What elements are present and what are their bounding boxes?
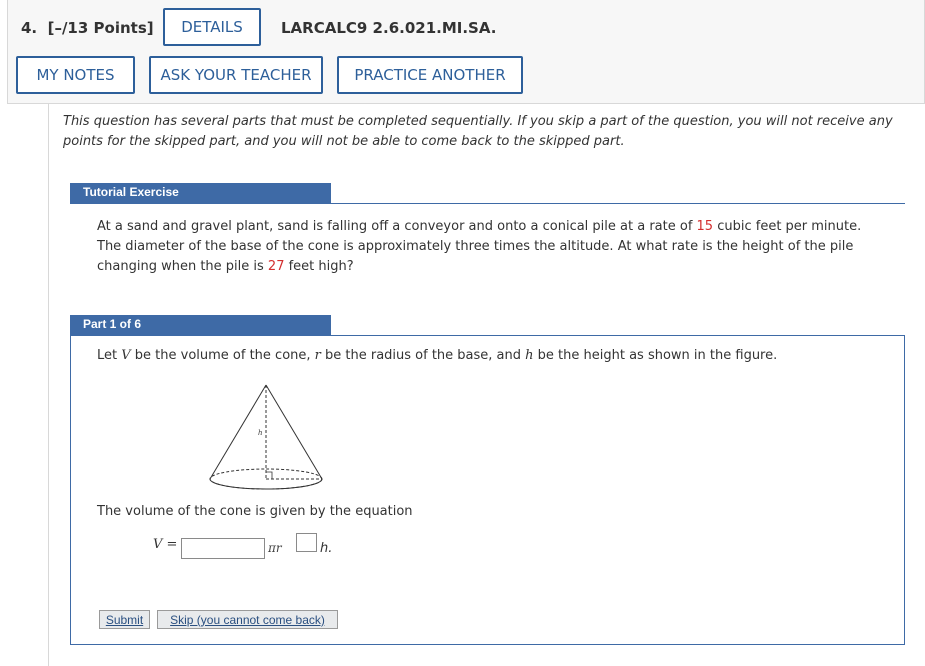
question-number: 4. [–/13 Points] <box>21 19 154 37</box>
question-header <box>7 0 925 104</box>
equation-h-term: h. <box>320 541 333 556</box>
my-notes-button[interactable]: MY NOTES <box>16 56 135 94</box>
part-box <box>70 335 905 645</box>
answer-input-coefficient[interactable] <box>181 538 265 559</box>
tutorial-rule <box>70 203 905 204</box>
question-code: LARCALC9 2.6.021.MI.SA. <box>281 19 497 37</box>
ask-teacher-button[interactable]: ASK YOUR TEACHER <box>149 56 323 94</box>
instructions-text: This question has several parts that must be completed sequentially. If you skip a part of the question, you will not receive any points for the skipped part, and you will not be able to come back to the skipped part. <box>63 114 893 149</box>
part-description: Let V be the volume of the cone, r be the radius of the base, and h be the height as shown in the figure. <box>97 348 778 363</box>
submit-button[interactable]: Submit <box>99 610 150 629</box>
left-rule <box>48 104 49 666</box>
equation-lhs: V = <box>153 537 178 552</box>
details-button[interactable]: DETAILS <box>163 8 261 46</box>
part-header: Part 1 of 6 <box>70 315 331 335</box>
problem-text: At a sand and gravel plant, sand is falling off a conveyor and onto a conical pile at a rate of 15 cubic feet per minute. The diameter of the base of the cone is approximately three times the altitude. At what rate is the height of the pile changing when the pile is 27 feet high? <box>97 219 862 274</box>
answer-input-exponent[interactable] <box>296 533 317 552</box>
volume-prompt: The volume of the cone is given by the equation <box>97 504 413 519</box>
figure-h-label: h <box>258 429 263 437</box>
height-value: 27 <box>267 259 285 274</box>
tutorial-header: Tutorial Exercise <box>70 183 331 203</box>
rate-value: 15 <box>696 219 714 234</box>
cone-figure <box>205 381 327 494</box>
skip-button[interactable]: Skip (you cannot come back) <box>157 610 338 629</box>
pi-r-term: πr <box>268 541 282 555</box>
practice-another-button[interactable]: PRACTICE ANOTHER <box>337 56 523 94</box>
